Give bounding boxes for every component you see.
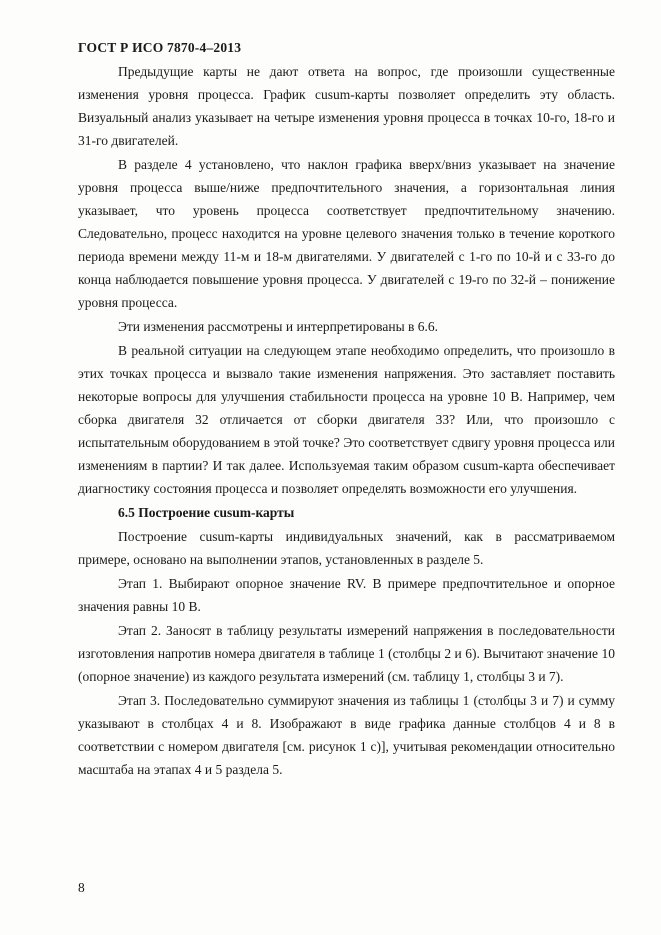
paragraph: Предыдущие карты не дают ответа на вопрос, где произошли существенные изменения уровня процесса. График cusum-карты позволяет определить эту область. Визуальный анализ указывает на четыре изменения уровня процесса в точках 10-го, 18-го и 31-го двигателей. <box>78 64 615 148</box>
paragraph: Этап 2. Заносят в таблицу результаты измерений напряжения в последовательности изготовления напротив номера двигателя в таблице 1 (столбцы 2 и 6). Вычитают значение 10 (опорное значение) из каждого результата измерений (см. таблицу 1, столбцы 3 и 7). <box>78 623 615 684</box>
paragraph: Эти изменения рассмотрены и интерпретированы в 6.6. <box>118 319 439 334</box>
page-number: 8 <box>78 880 85 895</box>
paragraph: В разделе 4 установлено, что наклон графика вверх/вниз указывает на значение уровня процесса выше/ниже предпочтительного значения, а горизонтальная линия указывает, что уровень процесса соответствует предпочтительному значению. Следовательно, процесс находится на уровне целевого значения только в течение короткого периода времени между 11-м и 18-м двигателями. У двигателей с 1-го по 10-й и с 33-го до конца наблюдается повышение уровня процесса. У двигателей с 19-го по 32-й – понижение уровня процесса. <box>78 157 615 310</box>
paragraph: Этап 3. Последовательно суммируют значения из таблицы 1 (столбцы 3 и 7) и сумму указывают в столбцах 4 и 8. Изображают в виде графика данные столбцов 4 и 8 в соответствии с номером двигателя [см. рисунок 1 с)], учитывая рекомендации относительно масштаба на этапах 4 и 5 раздела 5. <box>78 693 615 777</box>
document-header: ГОСТ Р ИСО 7870-4–2013 <box>78 40 242 55</box>
paragraph: В реальной ситуации на следующем этапе необходимо определить, что произошло в этих точках процесса и вызвало такие изменения напряжения. Это заставляет поставить некоторые вопросы для улучшения стабильности процесса на уровне 10 В. Например, чем сборка двигателя 32 отличается от сборки двигателя 33? Или, что произошло с испытательным оборудованием в этой точке? Это соответствует сдвигу уровня процесса или изменениям в партии? И так далее. Используемая таким образом cusum-карта обеспечивает диагностику состояния процесса и позволяет определять возможности его улучшения. <box>78 343 615 496</box>
document-body <box>78 60 615 782</box>
section-heading: 6.5 Построение cusum-карты <box>118 505 295 520</box>
paragraph: Этап 1. Выбирают опорное значение RV. В примере предпочтительное и опорное значения равны 10 В. <box>78 576 615 614</box>
paragraph: Построение cusum-карты индивидуальных значений, как в рассматриваемом примере, основано на выполнении этапов, установленных в разделе 5. <box>78 529 615 567</box>
